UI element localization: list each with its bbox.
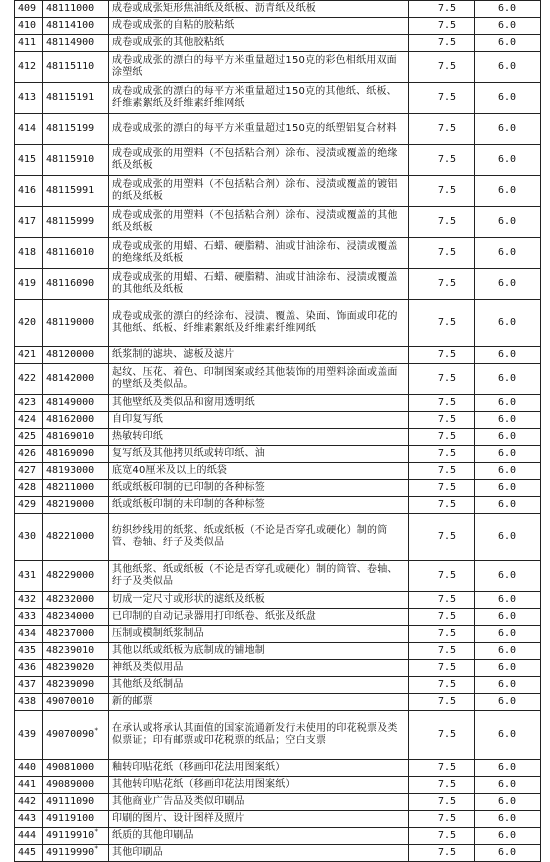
product-description: 自印复写纸 xyxy=(109,412,409,429)
rate-current: 7.5 xyxy=(409,711,475,760)
product-description: 印刷的图片、设计图样及照片 xyxy=(109,811,409,828)
row-number: 434 xyxy=(15,626,43,643)
product-description: 在承认或将承认其面值的国家流通新发行未使用的印花税票及类似票证；印有邮票或印花税票的纸品；空白支票 xyxy=(109,711,409,760)
tariff-code: 48234000 xyxy=(46,611,95,622)
row-number: 414 xyxy=(15,114,43,145)
rate-current: 7.5 xyxy=(409,238,475,269)
tariff-code-cell xyxy=(43,446,109,463)
table-row xyxy=(15,18,541,35)
tariff-code: 48116090 xyxy=(46,278,95,289)
table-row xyxy=(15,643,541,660)
rate-adjusted: 6.0 xyxy=(475,626,541,643)
code-footnote-mark: * xyxy=(94,827,99,836)
rate-current: 7.5 xyxy=(409,514,475,561)
rate-adjusted: 6.0 xyxy=(475,83,541,114)
row-number: 432 xyxy=(15,592,43,609)
table-row xyxy=(15,514,541,561)
table-row xyxy=(15,395,541,412)
code-footnote-mark: * xyxy=(94,844,99,853)
rate-current: 7.5 xyxy=(409,300,475,347)
tariff-code-cell xyxy=(43,114,109,145)
table-row xyxy=(15,609,541,626)
tariff-code-cell xyxy=(43,412,109,429)
table-row xyxy=(15,446,541,463)
table-row xyxy=(15,238,541,269)
tariff-code-cell xyxy=(43,395,109,412)
tariff-code-cell xyxy=(43,269,109,300)
row-number: 420 xyxy=(15,300,43,347)
tariff-code: 48149000 xyxy=(46,397,95,408)
tariff-code: 49070010 xyxy=(46,696,95,707)
rate-adjusted: 6.0 xyxy=(475,463,541,480)
tariff-code-cell xyxy=(43,760,109,777)
product-description: 成卷或成张的用塑料（不包括粘合剂）涂布、浸渍或覆盖的绝缘纸及纸板 xyxy=(109,145,409,176)
product-description: 纸浆制的滤块、滤板及滤片 xyxy=(109,347,409,364)
tariff-code: 48219000 xyxy=(46,499,95,510)
product-description: 成卷或成张的漂白的经涂布、浸渍、覆盖、染面、饰面或印花的其他纸、纸板、纤维素絮纸及纤维素纤维网纸 xyxy=(109,300,409,347)
product-description: 成卷或成张的其他胶粘纸 xyxy=(109,35,409,52)
rate-adjusted: 6.0 xyxy=(475,694,541,711)
row-number: 436 xyxy=(15,660,43,677)
tariff-code: 48229000 xyxy=(46,570,95,581)
tariff-code-cell xyxy=(43,811,109,828)
tariff-code: 48232000 xyxy=(46,594,95,605)
table-row xyxy=(15,794,541,811)
tariff-code-cell xyxy=(43,18,109,35)
tariff-code-cell xyxy=(43,777,109,794)
product-description: 成卷或成张的用蜡、石蜡、硬脂精、油或甘油涂布、浸渍或覆盖的绝缘纸及纸板 xyxy=(109,238,409,269)
table-row xyxy=(15,777,541,794)
row-number: 412 xyxy=(15,52,43,83)
rate-adjusted: 6.0 xyxy=(475,412,541,429)
tariff-code: 48142000 xyxy=(46,373,95,384)
rate-adjusted: 6.0 xyxy=(475,429,541,446)
rate-current: 7.5 xyxy=(409,395,475,412)
table-row xyxy=(15,83,541,114)
tariff-code-cell xyxy=(43,83,109,114)
table-row xyxy=(15,828,541,845)
tariff-code: 48115191 xyxy=(46,92,95,103)
tariff-code: 49119990 xyxy=(46,847,95,858)
tariff-code-cell xyxy=(43,711,109,760)
tariff-code: 48119000 xyxy=(46,317,95,328)
row-number: 410 xyxy=(15,18,43,35)
table-row xyxy=(15,269,541,300)
tariff-code: 48239020 xyxy=(46,662,95,673)
product-description: 成卷或成张矩形焦油纸及纸板、沥青纸及纸板 xyxy=(109,1,409,18)
product-description: 成卷或成张的用塑料（不包括粘合剂）涂布、浸渍或覆盖的镀铝的纸及纸板 xyxy=(109,176,409,207)
product-description: 起纹、压花、着色、印制图案或经其他装饰的用塑料涂面或盖面的壁纸及类似品。 xyxy=(109,364,409,395)
row-number: 428 xyxy=(15,480,43,497)
row-number: 424 xyxy=(15,412,43,429)
row-number: 423 xyxy=(15,395,43,412)
row-number: 430 xyxy=(15,514,43,561)
table-row xyxy=(15,364,541,395)
tariff-code: 48169090 xyxy=(46,448,95,459)
rate-adjusted: 6.0 xyxy=(475,760,541,777)
product-description: 成卷或成张的漂白的每平方米重量超过150克的纸塑铝复合材料 xyxy=(109,114,409,145)
rate-adjusted: 6.0 xyxy=(475,207,541,238)
tariff-code-cell xyxy=(43,497,109,514)
product-description: 神纸及类似用品 xyxy=(109,660,409,677)
product-description: 其他纸浆、纸或纸板（不论是否穿孔或硬化）制的筒管、卷轴、纡子及类似品 xyxy=(109,561,409,592)
rate-current: 7.5 xyxy=(409,145,475,176)
table-row xyxy=(15,677,541,694)
rate-adjusted: 6.0 xyxy=(475,35,541,52)
tariff-code-cell xyxy=(43,35,109,52)
rate-adjusted: 6.0 xyxy=(475,1,541,18)
rate-adjusted: 6.0 xyxy=(475,238,541,269)
tariff-code: 48111000 xyxy=(46,3,95,14)
rate-current: 7.5 xyxy=(409,592,475,609)
rate-current: 7.5 xyxy=(409,18,475,35)
row-number: 435 xyxy=(15,643,43,660)
tariff-code: 48120000 xyxy=(46,349,95,360)
tariff-code-cell xyxy=(43,845,109,862)
rate-current: 7.5 xyxy=(409,760,475,777)
row-number: 433 xyxy=(15,609,43,626)
product-description: 成卷或成张的漂白的每平方米重量超过150克的其他纸、纸板、纤维素絮纸及纤维素纤维网纸 xyxy=(109,83,409,114)
product-description: 纺织纱线用的纸浆、纸或纸板（不论是否穿孔或硬化）制的筒管、卷轴、纡子及类似品 xyxy=(109,514,409,561)
rate-current: 7.5 xyxy=(409,83,475,114)
rate-adjusted: 6.0 xyxy=(475,52,541,83)
rate-current: 7.5 xyxy=(409,811,475,828)
table-row xyxy=(15,52,541,83)
rate-adjusted: 6.0 xyxy=(475,561,541,592)
rate-adjusted: 6.0 xyxy=(475,347,541,364)
table-row xyxy=(15,412,541,429)
tariff-table xyxy=(14,0,541,862)
table-row xyxy=(15,694,541,711)
rate-current: 7.5 xyxy=(409,480,475,497)
row-number: 441 xyxy=(15,777,43,794)
tariff-code-cell xyxy=(43,514,109,561)
rate-adjusted: 6.0 xyxy=(475,828,541,845)
table-row xyxy=(15,592,541,609)
tariff-code-cell xyxy=(43,480,109,497)
rate-current: 7.5 xyxy=(409,777,475,794)
rate-current: 7.5 xyxy=(409,643,475,660)
rate-current: 7.5 xyxy=(409,694,475,711)
tariff-code-cell xyxy=(43,592,109,609)
rate-adjusted: 6.0 xyxy=(475,269,541,300)
tariff-code-cell xyxy=(43,429,109,446)
rate-current: 7.5 xyxy=(409,677,475,694)
row-number: 425 xyxy=(15,429,43,446)
tariff-code: 48239090 xyxy=(46,679,95,690)
tariff-code-cell xyxy=(43,176,109,207)
product-description: 复写纸及其他拷贝纸或转印纸、油 xyxy=(109,446,409,463)
row-number: 413 xyxy=(15,83,43,114)
tariff-code-cell xyxy=(43,300,109,347)
tariff-code-cell xyxy=(43,347,109,364)
rate-current: 7.5 xyxy=(409,463,475,480)
product-description: 其他转印贴花纸（移画印花法用图案纸） xyxy=(109,777,409,794)
rate-adjusted: 6.0 xyxy=(475,711,541,760)
table-row xyxy=(15,463,541,480)
rate-adjusted: 6.0 xyxy=(475,114,541,145)
row-number: 421 xyxy=(15,347,43,364)
tariff-code: 48115199 xyxy=(46,123,95,134)
row-number: 429 xyxy=(15,497,43,514)
rate-adjusted: 6.0 xyxy=(475,592,541,609)
tariff-code-cell xyxy=(43,207,109,238)
table-row xyxy=(15,497,541,514)
product-description: 成卷或成张的用蜡、石蜡、硬脂精、油或甘油涂布、浸渍或覆盖的其他纸及纸板 xyxy=(109,269,409,300)
row-number: 409 xyxy=(15,1,43,18)
product-description: 纸质的其他印刷品 xyxy=(109,828,409,845)
table-row xyxy=(15,176,541,207)
table-row xyxy=(15,760,541,777)
product-description: 已印制的自动记录器用打印纸卷、纸张及纸盘 xyxy=(109,609,409,626)
rate-adjusted: 6.0 xyxy=(475,176,541,207)
rate-current: 7.5 xyxy=(409,794,475,811)
tariff-code: 48169010 xyxy=(46,431,95,442)
rate-current: 7.5 xyxy=(409,52,475,83)
rate-current: 7.5 xyxy=(409,176,475,207)
row-number: 445 xyxy=(15,845,43,862)
row-number: 438 xyxy=(15,694,43,711)
tariff-code: 49119910 xyxy=(46,830,95,841)
rate-adjusted: 6.0 xyxy=(475,497,541,514)
row-number: 416 xyxy=(15,176,43,207)
tariff-code: 48115110 xyxy=(46,61,95,72)
rate-current: 7.5 xyxy=(409,347,475,364)
tariff-code-cell xyxy=(43,643,109,660)
product-description: 纸或纸板印制的已印制的各种标签 xyxy=(109,480,409,497)
rate-current: 7.5 xyxy=(409,845,475,862)
product-description: 热敏转印纸 xyxy=(109,429,409,446)
product-description: 切成一定尺寸或形状的滤纸及纸板 xyxy=(109,592,409,609)
row-number: 431 xyxy=(15,561,43,592)
table-row xyxy=(15,845,541,862)
tariff-code: 48237000 xyxy=(46,628,95,639)
rate-adjusted: 6.0 xyxy=(475,300,541,347)
rate-current: 7.5 xyxy=(409,1,475,18)
product-description: 其他商业广告品及类似印刷品 xyxy=(109,794,409,811)
tariff-code-cell xyxy=(43,1,109,18)
rate-adjusted: 6.0 xyxy=(475,677,541,694)
table-row xyxy=(15,480,541,497)
tariff-code: 49070090 xyxy=(46,729,95,740)
rate-adjusted: 6.0 xyxy=(475,514,541,561)
row-number: 443 xyxy=(15,811,43,828)
rate-current: 7.5 xyxy=(409,429,475,446)
table-row xyxy=(15,207,541,238)
tariff-code-cell xyxy=(43,463,109,480)
rate-current: 7.5 xyxy=(409,412,475,429)
rate-adjusted: 6.0 xyxy=(475,643,541,660)
tariff-code: 48239010 xyxy=(46,645,95,656)
rate-adjusted: 6.0 xyxy=(475,395,541,412)
rate-adjusted: 6.0 xyxy=(475,794,541,811)
rate-adjusted: 6.0 xyxy=(475,364,541,395)
rate-adjusted: 6.0 xyxy=(475,145,541,176)
tariff-code: 48114900 xyxy=(46,37,95,48)
rate-adjusted: 6.0 xyxy=(475,777,541,794)
table-row xyxy=(15,660,541,677)
tariff-code: 48114100 xyxy=(46,20,95,31)
tariff-code: 48116010 xyxy=(46,247,95,258)
rate-adjusted: 6.0 xyxy=(475,18,541,35)
row-number: 444 xyxy=(15,828,43,845)
row-number: 417 xyxy=(15,207,43,238)
product-description: 其他印刷品 xyxy=(109,845,409,862)
tariff-code-cell xyxy=(43,794,109,811)
table-row xyxy=(15,711,541,760)
table-row xyxy=(15,626,541,643)
rate-current: 7.5 xyxy=(409,828,475,845)
rate-current: 7.5 xyxy=(409,364,475,395)
tariff-code: 49081000 xyxy=(46,762,95,773)
rate-current: 7.5 xyxy=(409,207,475,238)
product-description: 成卷或成张的自粘的胶粘纸 xyxy=(109,18,409,35)
rate-current: 7.5 xyxy=(409,609,475,626)
row-number: 426 xyxy=(15,446,43,463)
row-number: 419 xyxy=(15,269,43,300)
rate-current: 7.5 xyxy=(409,114,475,145)
row-number: 411 xyxy=(15,35,43,52)
rate-adjusted: 6.0 xyxy=(475,811,541,828)
tariff-table-body xyxy=(15,1,541,862)
table-row xyxy=(15,145,541,176)
product-description: 成卷或成张的用塑料（不包括粘合剂）涂布、浸渍或覆盖的其他纸及纸板 xyxy=(109,207,409,238)
table-row xyxy=(15,1,541,18)
tariff-code-cell xyxy=(43,238,109,269)
tariff-code: 48211000 xyxy=(46,482,95,493)
rate-current: 7.5 xyxy=(409,660,475,677)
tariff-code-cell xyxy=(43,677,109,694)
tariff-code: 48115991 xyxy=(46,185,95,196)
tariff-code-cell xyxy=(43,828,109,845)
tariff-code: 49089000 xyxy=(46,779,95,790)
rate-adjusted: 6.0 xyxy=(475,845,541,862)
product-description: 压制或模制纸浆制品 xyxy=(109,626,409,643)
rate-adjusted: 6.0 xyxy=(475,446,541,463)
product-description: 成卷或成张的漂白的每平方米重量超过150克的彩色相纸用双面涂塑纸 xyxy=(109,52,409,83)
table-row xyxy=(15,347,541,364)
tariff-code-cell xyxy=(43,626,109,643)
tariff-code: 49111090 xyxy=(46,796,95,807)
product-description: 纸或纸板印制的未印制的各种标签 xyxy=(109,497,409,514)
row-number: 437 xyxy=(15,677,43,694)
code-footnote-mark: * xyxy=(94,726,99,735)
row-number: 439 xyxy=(15,711,43,760)
table-row xyxy=(15,114,541,145)
row-number: 415 xyxy=(15,145,43,176)
row-number: 440 xyxy=(15,760,43,777)
tariff-code: 48115910 xyxy=(46,154,95,165)
rate-current: 7.5 xyxy=(409,497,475,514)
rate-current: 7.5 xyxy=(409,561,475,592)
table-row xyxy=(15,561,541,592)
tariff-code: 48221000 xyxy=(46,531,95,542)
row-number: 422 xyxy=(15,364,43,395)
tariff-code-cell xyxy=(43,364,109,395)
tariff-code-cell xyxy=(43,561,109,592)
rate-current: 7.5 xyxy=(409,269,475,300)
row-number: 418 xyxy=(15,238,43,269)
product-description: 底宽40厘米及以上的纸袋 xyxy=(109,463,409,480)
tariff-code: 49119100 xyxy=(46,813,95,824)
rate-current: 7.5 xyxy=(409,446,475,463)
rate-adjusted: 6.0 xyxy=(475,480,541,497)
tariff-code-cell xyxy=(43,609,109,626)
row-number: 427 xyxy=(15,463,43,480)
product-description: 其他壁纸及类似品和窗用透明纸 xyxy=(109,395,409,412)
tariff-code-cell xyxy=(43,145,109,176)
rate-current: 7.5 xyxy=(409,626,475,643)
product-description: 其他以纸或纸板为底制成的铺地制 xyxy=(109,643,409,660)
row-number: 442 xyxy=(15,794,43,811)
rate-adjusted: 6.0 xyxy=(475,609,541,626)
tariff-code: 48115999 xyxy=(46,216,95,227)
tariff-code-cell xyxy=(43,694,109,711)
tariff-code-cell xyxy=(43,52,109,83)
rate-adjusted: 6.0 xyxy=(475,660,541,677)
table-row xyxy=(15,300,541,347)
rate-current: 7.5 xyxy=(409,35,475,52)
table-row xyxy=(15,429,541,446)
product-description: 新的邮票 xyxy=(109,694,409,711)
tariff-code-cell xyxy=(43,660,109,677)
product-description: 釉转印贴花纸（移画印花法用图案纸） xyxy=(109,760,409,777)
product-description: 其他纸及纸制品 xyxy=(109,677,409,694)
table-row xyxy=(15,35,541,52)
table-row xyxy=(15,811,541,828)
tariff-code: 48193000 xyxy=(46,465,95,476)
tariff-code: 48162000 xyxy=(46,414,95,425)
